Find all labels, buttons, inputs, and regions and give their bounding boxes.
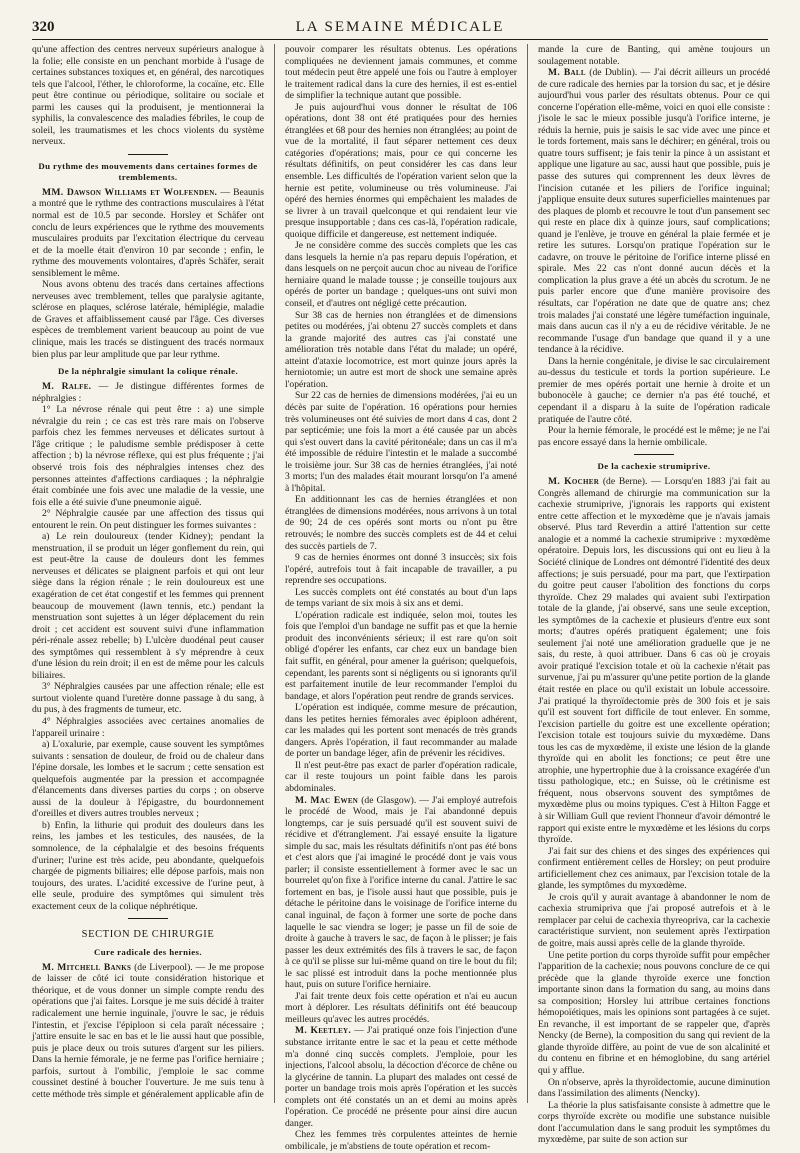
paragraph: Il n'est peut-être pas exact de parler d'opération radicale, car il reste toujours un point faible dans les parois abdominales. xyxy=(285,759,517,794)
author-name: M. Mitchell Banks xyxy=(42,961,132,973)
divider xyxy=(634,454,674,455)
subheading-tremblements: Du rythme des mouvements dans certaines formes de tremblements. xyxy=(38,160,258,182)
paragraph: On n'observe, après la thyroïdectomie, aucune diminution dans l'assimilation des aliments (Nencky). xyxy=(538,1076,770,1100)
column-right xyxy=(527,44,771,1146)
paragraph: 4° Néphralgies associées avec certaines anomalies de l'appareil urinaire : xyxy=(32,715,264,739)
paragraph: L'opération est indiquée, comme mesure de précaution, dans les petites hernies fémorales avec épiploon adhérent, car les malades qui les portent sont menacés de très grands dangers. Après l'opération, il faut recommander au malade de porter un bandage léger, afin de prévenir les récidives. xyxy=(285,702,517,760)
paragraph: Je crois qu'il y aurait avantage à abandonner le nom de cachexia strumipriva que j'ai proposé autrefois et à le remplacer par celui de cachexia thyreopriva, car la cachexie caractéristique survient, non seulement après l'extirpation de goitre, mais aussi après celle de la glande thyroïde. xyxy=(538,891,770,950)
paragraph: Chez les femmes très corpulentes atteintes de hernie ombilicale, je m'abstiens de toute opération et recom- xyxy=(285,1129,517,1152)
paragraph: Je ne considère comme des succès complets que les cas dans lesquels la hernie n'a pas reparu depuis l'opération, et dans lesquels on ne perçoit aucun choc au niveau de l'orifice herniaire quand le malade tousse ; je conseille toujours aux opérés de porter un bandage ; quelques-uns ont suivi mon conseil, et d'autres ont négligé cette précaution. xyxy=(285,240,517,310)
page-header xyxy=(32,14,768,40)
paragraph: La théorie la plus satisfaisante consiste à admettre que le corps thyroïde excrète ou modifie une substance nuisible dont l'accumulation dans le sang produit les symptômes du myxœdème, par suite de son action sur xyxy=(538,1099,770,1146)
paragraph: Je puis aujourd'hui vous donner le résultat de 106 opérations, dont 38 ont été pratiquées pour des hernies étranglées et 68 pour des hernies non étranglées; au point de vue de la mortalité, il faut séparer nettement ces deux catégories d'opérations; mais, pour ce qui concerne les résultats définitifs, on peut considérer les cas dans leur ensemble. Les difficultés de l'opération varient selon que la hernie est petite, volumineuse ou très volumineuse. J'ai opéré des hernies énormes qui empêchaient les malades de se livrer à un travail quelconque et qui rendaient leur vie presque insupportable ; dans ces cas-là, l'opération radicale, quoique difficile et dangereuse, est nettement indiquée. xyxy=(285,101,517,240)
paragraph: J'ai fait sur des chiens et des singes des expériences qui confirment entièrement celles de Horsley; on peut produire artificiellement chez ces animaux, par l'excision totale de la glande, les symptômes du myxœdème. xyxy=(538,845,770,892)
subheading-nephralgie: De la néphralgie simulant la colique rénale. xyxy=(57,366,239,377)
paragraph: MM. Dawson Williams et Wolfenden. — Beaunis a montré que le rythme des contractions musculaires à l'état normal est de 10.5 par seconde. Horsley et Schäfer ont conclu de leurs expériences que le rythme des mouvements musculaires produits par l'excitation électrique du cerveau et de la moelle était d'environ 10 par seconde ; enfin, le rythme des mouvements volontaires, d'après Schäfer, serait sensiblement le même. xyxy=(32,186,264,279)
paragraph: 2° Néphralgie causée par une affection des tissus qui entourent le rein. On peut distinguer les formes suivantes : xyxy=(32,508,264,531)
paragraph: Dans la hernie congénitale, je divise le sac circulairement au-dessus du testicule et tords la portion supérieure. Le premier de mes opérés portait une hernie à droite et un bubonocèle à gauche; ce dernier n'a pas été touché, et cependant il a disparu à la suite de l'opération radicale pratiquée de l'autre côté. xyxy=(538,355,770,425)
paragraph: mande la cure de Banting, qui amène toujours un soulagement notable. xyxy=(538,44,770,67)
section-heading-chirurgie: SECTION DE CHIRURGIE xyxy=(81,929,215,941)
divider xyxy=(128,918,168,919)
author-name: M. Kocher xyxy=(548,476,600,488)
paragraph: Sur 22 cas de hernies de dimensions modérées, j'ai eu un décès par suite de l'opération. 16 opérations pour hernies très volumineuses ont été suivies de mort dans 4 cas, dont 2 par septicémie; une fois la mort a été causée par un abcès qui s'est ouvert dans la cavité péritonéale; dans un cas il m'a été impossible de réduire l'intestin et le malade a succombé le troisième jour. Sur 38 cas de hernies étranglées, j'ai noté 3 morts; l'un des malades était mourant lorsqu'on l'a amené à l'hôpital. xyxy=(285,390,517,494)
journal-title: LA SEMAINE MÉDICALE xyxy=(295,19,505,35)
column-middle xyxy=(274,44,518,1152)
column-left xyxy=(32,44,264,1103)
paragraph: 3° Néphralgies causées par une affection rénale; elle est surtout violente quand l'uretère donne passage à du sang, à du pus, à des fragments de tumeur, etc. xyxy=(32,681,264,716)
paragraph: M. Keetley. — J'ai pratiqué onze fois l'injection d'une substance irritante entre le sac et la peau et cette méthode m'a donné cinq succès complets. J'emploie, pour les injections, l'alcool absolu, la décoction d'écorce de chêne ou la glycérine de tannin. La plupart des malades ont cessé de porter un bandage trois mois après l'opération et les succès complets ont été constatés un an et demi au moins après l'opération. Ce procédé ne présente pour ainsi dire aucun danger. xyxy=(285,1025,517,1129)
paragraph: qu'une affection des centres nerveux supérieurs analogue à la folie; elle consiste en un penchant morbide à l'usage de certaines substances toxiques et, en général, des narcotiques tels que l'alcool, l'éther, le chloroforme, la cocaïne, etc. Elle peut être continue ou périodique, solitaire ou sociale et parmi les causes qui la produisent, je mentionnerai la syphilis, la convalescence des maladies fébriles, le coup de soleil, les traumatismes et les chocs violents du système nerveux. xyxy=(32,44,264,148)
author-name: MM. Dawson Williams et Wolfenden. xyxy=(42,186,218,198)
divider xyxy=(128,154,168,155)
paragraph: 1° La névrose rénale qui peut être : a) une simple névralgie du rein ; ce cas est très rare mais on l'observe parfois chez les femmes nerveuses et délicates surtout à l'âge critique ; le paludisme semble prédisposer à cette affection ; b) la névrose réflexe, qui est plus fréquente ; j'ai observé trois fois des néphralgies intenses chez des personnes atteintes d'affections cardiaques ; la néphralgie était combinée une fois avec une maladie de la vessie, une fois elle a été suivie d'une pneumonie aiguë. xyxy=(32,404,264,508)
paragraph: Les succès complets ont été constatés au bout d'un laps de temps variant de six mois à six ans et demi. xyxy=(285,586,517,610)
paragraph: b) Enfin, la lithurie qui produit des douleurs dans les reins, les jambes et les testicules, des nausées, de la somnolence, de la céphalalgie et des besoins fréquents d'uriner; l'urine est très acide, peu abondante, quelquefois chargée de pigments biliaires; elle dépose parfois, mais non toujours, des urates. L'acidité excessive de l'urine peut, à elle seule, produire des symptômes qui simulent très exactement ceux de la colique néphrétique. xyxy=(32,819,264,912)
paragraph: a) Le rein douloureux (tender Kidney); pendant la menstruation, il se produit un léger gonflement du rein, qui est peut-être la cause de douleurs dont les femmes nerveuses et délicates se plaignent parfois et qui ont leur siège dans la région rénale ; le rein douloureux est une exagération de cet état congestif et les femmes qui prennent beaucoup de mouvement (lawn tennis, etc.) pendant la menstruation sont sujettes à un léger déplacement du rein droit ; cet accident est souvent suivi d'une inflammation péri-rénale assez rebelle; b) L'ulcère duodénal peut causer des symptômes qui ressemblent à s'y méprendre à ceux d'une lésion du rein droit; il en est de même pour les calculs biliaires. xyxy=(32,531,264,681)
subheading-cachexie: De la cachexie strumiprive. xyxy=(597,461,711,472)
paragraph: Pour la hernie fémorale, le procédé est le même; je ne l'ai pas encore essayé dans la hernie ombilicale. xyxy=(538,425,770,448)
author-name: M. Keetley. xyxy=(295,1025,352,1037)
paragraph: M. Ralfe. — Je distingue différentes formes de néphralgies : xyxy=(32,381,264,404)
paragraph: Une petite portion du corps thyroïde suffit pour empêcher l'apparition de la cachexie; nous pouvons conclure de ce qui précède que la glande thyroïde exerce une fonction importante sinon dans la formation du sang, au moins dans sa composition; Horsley lui attribue certaines fonctions hémopoïétiques, mais les opinions sont partagées à ce sujet. En revanche, il est important de se rappeler que, d'après Nencky (de Berne), la composition du sang qui revient de la glande thyroïde diffère, au point de vue de son alcalinité et du contenu en fibrine et en hémoglobine, du sang artériel qui y afflue. xyxy=(538,949,770,1077)
subheading-hernies: Cure radicale des hernies. xyxy=(94,946,202,957)
paragraph: a) L'oxalurie, par exemple, cause souvent les symptômes suivants : sensation de douleur, de froid ou de chaleur dans l'épine dorsale, les lombes et le sacrum ; cette sensation est quelquefois augmentée par la pression et accompagnée d'élancements dans diverses parties du corps ; on observe aussi de la douleur à l'épigastre, du bourdonnement d'oreilles et divers autres troubles nerveux ; xyxy=(32,739,264,820)
paragraph: pouvoir comparer les résultats obtenus. Les opérations compliquées ne deviennent jamais communes, et comme tout médecin peut être appelé une fois ou l'autre à employer le traitement radical dans la cure des hernies, il est es-entiel de simplifier la technique autant que possible. xyxy=(285,44,517,102)
paragraph: Nous avons obtenu des tracés dans certaines affections nerveuses avec tremblement, telles que paralysie agitante, sclérose en plaques, sclérose latérale, hémiplégie, maladie de Graves et affaiblissement causé par l'âge. Ces diverses espèces de tremblement varient beaucoup au point de vue clinique, mais les tracés se distinguent des tracés normaux bien plus par leur amplitude que par leur rythme. xyxy=(32,279,264,360)
paragraph: Sur 38 cas de hernies non étranglées et de dimensions petites ou modérées, j'ai obtenu 27 succès complets et dans la grande majorité des autres cas j'ai constaté une amélioration très notable dans l'état du malade; un opéré, atteint d'ataxie locomotrice, est mort quinze jours après la herniotomie; un autre est mort de shock une semaine après l'opération. xyxy=(285,309,517,390)
article-columns xyxy=(32,44,771,1152)
paragraph: M. Mitchell Banks (de Liverpool). — Je me propose de laisser de côté ici toute considération historique et théorique, et de vous donner un simple compte rendu des opérations que j'ai faites. Lorsque je me suis décidé à traiter radicalement une hernie inguinale, j'ouvre le sac, je réduis l'intestin, et j'excise l'épiploon si cela paraît nécessaire ; j'attire ensuite le sac en bas et le lie aussi haut que possible, puis je place deux ou trois sutures d'argent sur les piliers. Dans la hernie fémorale, je ne ferme pas l'orifice herniaire ; parfois, surtout à l'ombilic, j'emploie le sac comme coussinet destiné à boucher l'ouverture. Je me suis tenu à cette méthode très simple et généralement applicable afin de xyxy=(32,961,265,1100)
page-number: 320 xyxy=(32,19,55,35)
paragraph: M. Ball (de Dublin). — J'ai décrit ailleurs un procédé de cure radicale des hernies par la torsion du sac, et je désire aujourd'hui vous parler des résultats obtenus. Pour ce qui concerne l'opération elle-même, voici en quoi elle consiste : j'isole le sac le mieux possible jusqu'à l'orifice interne, je réduis la hernie, puis je saisis le sac vide avec une pince et le tords fortement, mais sans le déchirer; en général, trois ou quatre tours suffisent; je fais tenir la pince à un assistant et applique une ligature au sac, aussi haut que possible, puis je passe des sutures qui comprennent les deux lèvres de l'incision cutanée et les piliers de l'orifice inguinal; j'applique ensuite deux sutures superficielles maintenues par des plaques de plomb et recouvre le tout d'un pansement sec qui reste en place dix à quinze jours, sauf complications; quand je l'enlève, je trouve en général la plaie fermée et je retire les sutures. Lorsqu'on pratique l'opération sur le cadavre, on trouve le péritoine de l'orifice interne plissé en spirale. Mes 22 cas n'ont donné aucun décès et la complication la plus grave a été un abcès du scrotum. Je ne puis parler encore que d'une manière provisoire des résultats, car l'opération ne date que de quatre ans; chez trois malades j'ai constaté une légère tuméfaction inguinale, mais dans aucun cas il n'y a eu de récidive véritable. Je ne recommande l'usage d'un bandage que quand il y a une tendance à la récidive. xyxy=(538,67,771,356)
paragraph: En additionnant les cas de hernies étranglées et non étranglées de dimensions modérées, nous arrivons à un total de 90; 24 de ces opérés sont morts ou n'ont pu être retrouvés; le nombre des succès complets est de 44 et celui des succès partiels de 7. xyxy=(285,494,517,552)
paragraph: J'ai fait trente deux fois cette opération et n'ai eu aucun mort à déplorer. Les résultats définitifs ont été beaucoup meilleurs qu'avec les autres procédés. xyxy=(285,990,517,1025)
author-name: M. Ralfe. xyxy=(42,381,92,393)
paragraph: M. Mac Ewen (de Glasgow). — J'ai employé autrefois le procédé de Wood, mais je l'ai abandonné depuis longtemps, car je suis persuadé qu'il est souvent suivi de récidive et d'étranglement. J'ai essayé ensuite la ligature simple du sac, mais les résultats définitifs n'ont pas été bons et c'est alors que j'ai imaginé le procédé dont je vais vous parler; il consiste essentiellement à former avec le sac un bourrelet qu'on fixe à l'orifice interne du canal. J'attire le sac fortement en bas, je l'isole aussi haut que possible, puis je détache le péritoine dans le voisinage de l'orifice interne du canal inguinal, de façon à former une sorte de poche dans laquelle le sac viendra se loger; je passe un fil de soie de droite à gauche à travers le sac, de façon à le plisser; je fais passer les deux extrémités des fils à travers le sac, de façon à ce qu'il se plisse sur lui-même quand on tire le bout du fil; le sac plissé est introduit dans la poche mentionnée plus haut, puis on suture l'orifice herniaire. xyxy=(285,794,518,991)
author-name: M. Mac Ewen xyxy=(295,794,359,806)
paragraph: L'opération radicale est indiquée, selon moi, toutes les fois que l'emploi d'un bandage ne suffit pas et que la hernie produit des inconvénients sérieux; il est rare qu'on soit obligé d'opérer les enfants, car chez eux un bandage bien fait suffit, en général, pour amener la guérison; quelquefois, cependant, les parents sont si négligents ou si ignorants qu'il est parfaitement inutile de leur recommander l'emploi du bandage, et alors l'opération peut rendre de grands services. xyxy=(285,609,517,702)
paragraph: 9 cas de hernies énormes ont donné 3 insuccès; six fois l'opéré, autrefois tout à fait incapable de travailler, a pu reprendre ses occupations. xyxy=(285,552,517,587)
paragraph: M. Kocher (de Berne). — Lorsqu'en 1883 j'ai fait au Congrès allemand de chirurgie ma communication sur la cachexie strumiprive, j'ignorais les rapports qui existent entre cette affection et le myxœdème que je n'avais jamais observé. Plus tard Reverdin a attiré l'attention sur cette analogie et a nommé la cachexie strumiprive : myxœdème opératoire. Depuis lors, les discussions qui ont eu lieu à la Société clinique de Londres ont démontré l'identité des deux affections; je suis persuadé, pour ma part, que l'extirpation du goitre peut causer l'abolition des fonctions du corps thyroïde. Chez 29 malades qui avaient subi l'extirpation totale de la glande, j'ai observé, sans une seule exception, les symptômes de la cachexie et plusieurs d'entre eux sont morts; d'autres opérés pratiquent également; une fois seulement j'ai noté une amélioration graduelle que je ne sais, du reste, à quoi attribuer. Dans 6 cas où je croyais avoir pratiqué l'excision totale et où la cachexie n'était pas survenue, j'ai pu m'assurer qu'une petite portion de la glande était restée en place ou qu'il existait un lobule accessoire. J'ai pratiqué la thyroïdectomie près de 300 fois et je sais qu'il est souvent fort difficile de tout enlever. En somme, l'excision partielle du goitre est une excellente opération; l'excision totale est toujours suivie du myxœdème. Dans tous les cas de myxœdème, il existe une lésion de la glande thyroïde qui en abolit les fonctions; ce peut être une atrophie, une hypertrophie due à la croissance exagérée d'un tissu pathologique, etc.; en Suisse, où le crétinisme est fréquent, nous observons souvent des symptômes de myxœdème plus ou moins typiques. C'est à Hilton Fagge et à sir William Gull que revient l'honneur d'avoir démontré le rapport qui existe entre le myxœdème et les lésions du corps thyroïde. xyxy=(538,476,770,846)
author-name: M. Ball xyxy=(548,67,586,79)
